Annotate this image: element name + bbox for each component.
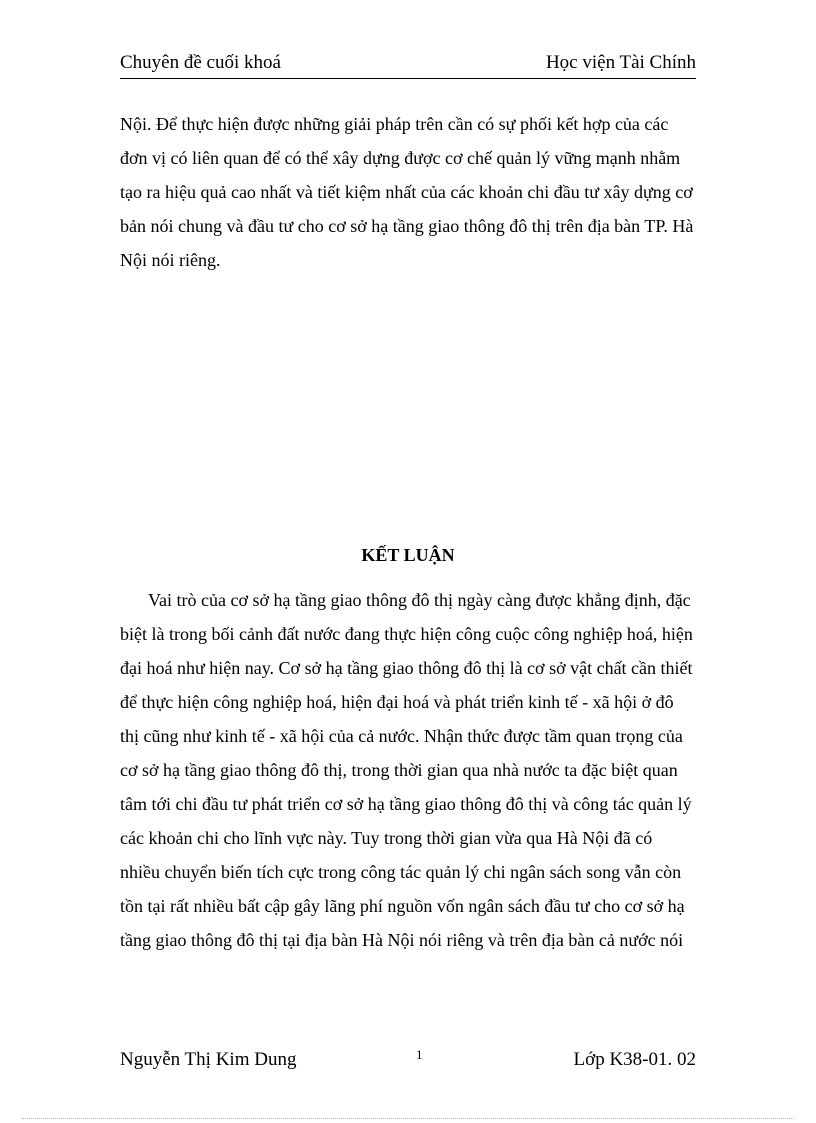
text-line: cơ sở hạ tầng giao thông đô thị, trong thời gian qua nhà nước ta đặc biệt quan xyxy=(120,760,678,780)
header-document-type: Chuyên đề cuối khoá xyxy=(120,52,281,73)
text-line: biệt là trong bối cảnh đất nước đang thực hiện công cuộc công nghiệp hoá, hiện xyxy=(120,624,693,644)
text-line: thị cũng như kinh tế - xã hội của cả nước. Nhận thức được tầm quan trọng của xyxy=(120,726,683,746)
page-number: 1 xyxy=(416,1047,423,1062)
text-line: nhiều chuyển biến tích cực trong công tác quản lý chi ngân sách song vẫn còn xyxy=(120,862,682,882)
page-header xyxy=(120,52,696,79)
text-line: đại hoá như hiện nay. Cơ sở hạ tầng giao thông đô thị là cơ sở vật chất cần thiết xyxy=(120,658,693,678)
paragraph-continuation xyxy=(120,107,696,277)
paragraph-conclusion xyxy=(120,583,696,957)
text-line: tạo ra hiệu quả cao nhất và tiết kiệm nhất của các khoản chi đầu tư xây dựng cơ xyxy=(120,182,693,202)
page-boundary-divider xyxy=(22,1118,794,1119)
text-line: đơn vị có liên quan để có thể xây dựng được cơ chế quản lý vững mạnh nhằm xyxy=(120,148,681,168)
text-line: tầng giao thông đô thị tại địa bàn Hà Nội nói riêng và trên địa bàn cả nước nói xyxy=(120,930,684,950)
text-line: để thực hiện công nghiệp hoá, hiện đại hoá và phát triển kinh tế - xã hội ở đô xyxy=(120,692,674,712)
text-line: các khoản chi cho lĩnh vực này. Tuy trong thời gian vừa qua Hà Nội đã có xyxy=(120,828,653,848)
footer-author: Nguyễn Thị Kim Dung xyxy=(120,1049,297,1070)
text-line: bản nói chung và đầu tư cho cơ sở hạ tầng giao thông đô thị trên địa bàn TP. Hà xyxy=(120,216,694,236)
section-title-conclusion: KẾT LUẬN xyxy=(361,545,455,565)
text-line: tồn tại rất nhiều bất cập gây lãng phí nguồn vốn ngân sách đầu tư cho cơ sở hạ xyxy=(120,896,685,916)
text-line: tâm tới chi đầu tư phát triển cơ sở hạ tầng giao thông đô thị và công tác quản lý xyxy=(120,794,692,814)
page-footer xyxy=(120,1049,696,1075)
header-institution: Học viện Tài Chính xyxy=(545,52,696,73)
footer-class: Lớp K38-01. 02 xyxy=(573,1049,696,1070)
text-line: Nội. Để thực hiện được những giải pháp trên cần có sự phối kết hợp của các xyxy=(120,114,669,134)
text-line: Nội nói riêng. xyxy=(120,250,221,270)
text-line: Vai trò của cơ sở hạ tầng giao thông đô thị ngày càng được khẳng định, đặc xyxy=(148,590,691,610)
